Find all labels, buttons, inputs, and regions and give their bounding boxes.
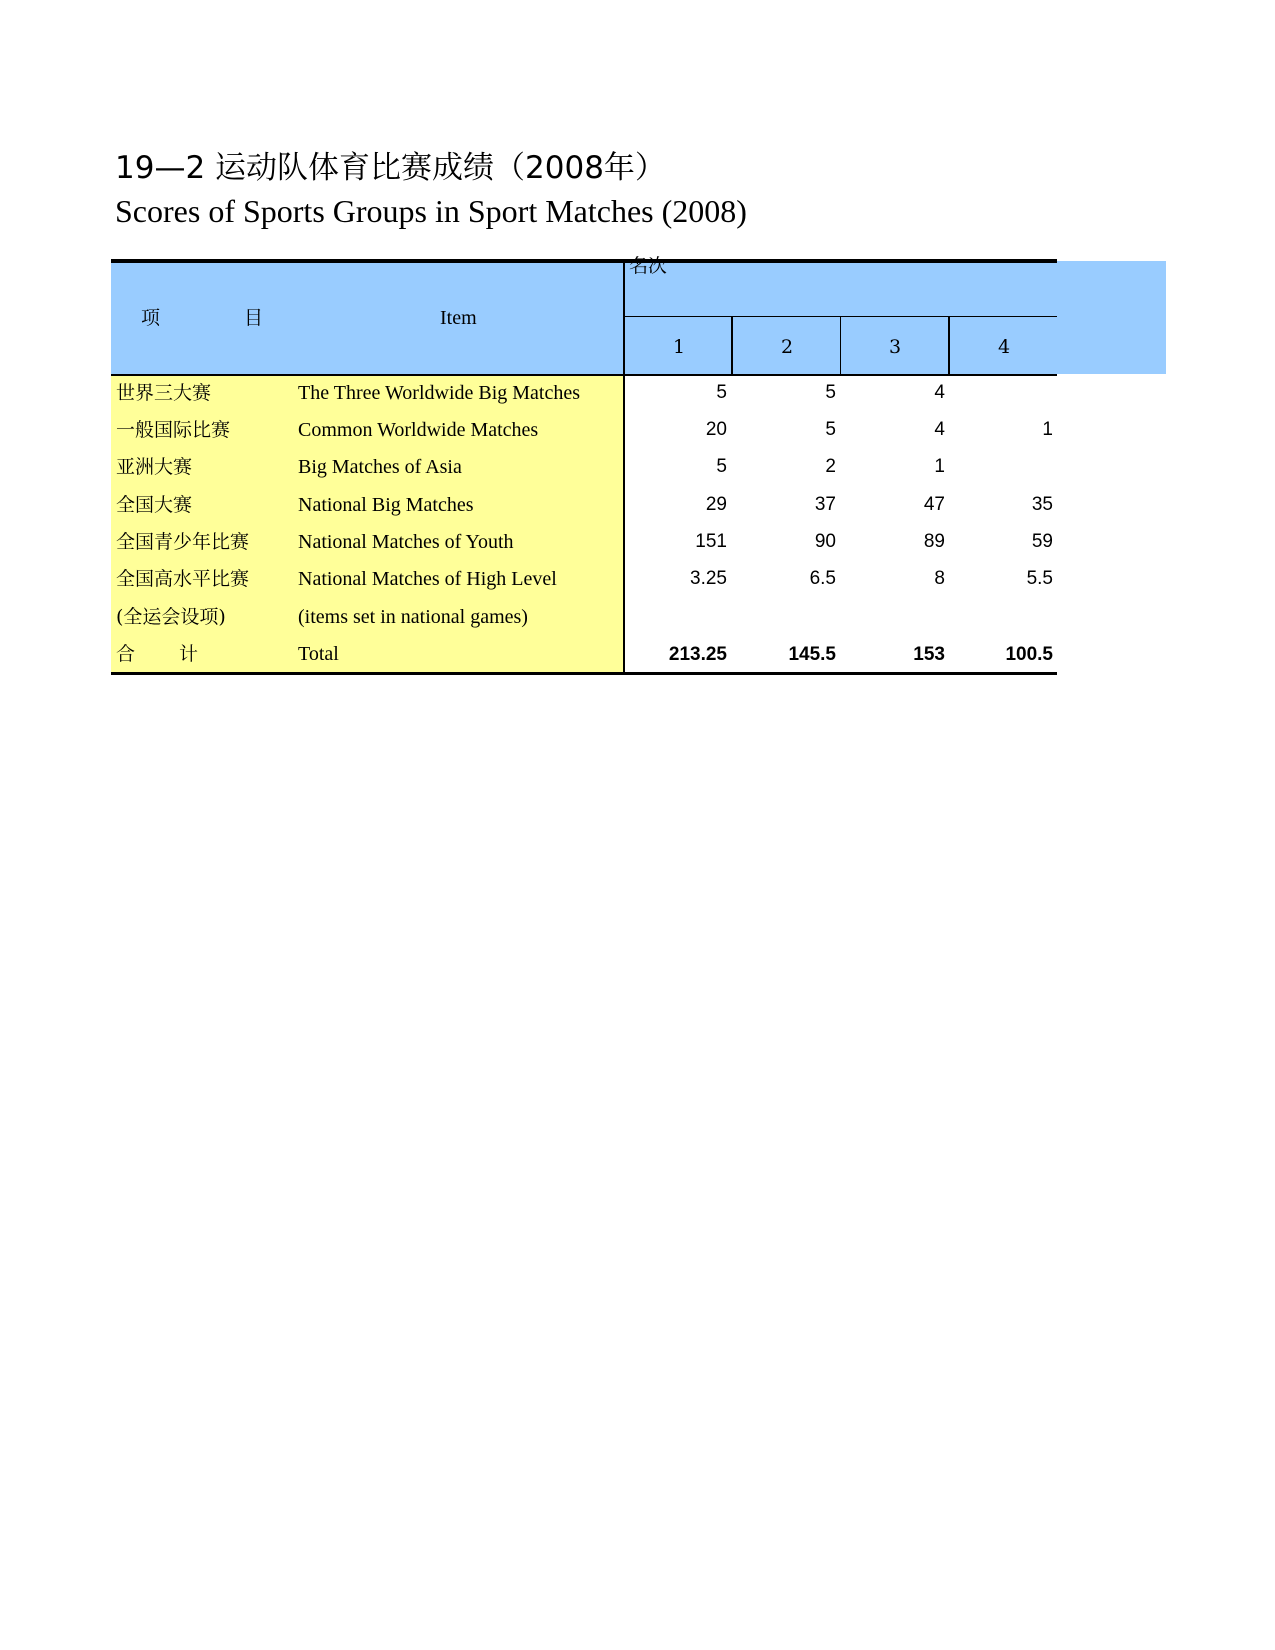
header-item-cn-left: 项 (141, 307, 161, 329)
page-title-chinese: 19—2 运动队体育比赛成绩（2008年） (115, 150, 666, 186)
row-value-rank-3: 8 (934, 568, 945, 589)
header-rank-2: 2 (781, 336, 794, 358)
row-value-rank-1: 5 (716, 382, 727, 403)
row-item-cn: 世界三大赛 (116, 382, 212, 404)
total-label-cn-left: 合 (116, 643, 136, 665)
row-value-rank-3: 4 (934, 419, 945, 440)
header-rank-3: 3 (889, 336, 902, 358)
header-bottom-rule (111, 374, 1057, 376)
page-title-english: Scores of Sports Groups in Sport Matches (2008) (115, 193, 747, 229)
row-item-cn: 亚洲大赛 (116, 456, 193, 478)
row-item-en: The Three Worldwide Big Matches (298, 382, 581, 404)
row-value-rank-4: 5.5 (1026, 568, 1053, 589)
row-item-en: Common Worldwide Matches (298, 419, 539, 441)
row-value-rank-1: 3.25 (690, 568, 727, 589)
total-value-rank-1: 213.25 (668, 644, 727, 665)
row-value-rank-2: 5 (825, 419, 836, 440)
row-item-cn: 全国高水平比赛 (116, 568, 250, 590)
header-rank-label: 名次 (629, 255, 668, 277)
row-value-rank-3: 4 (934, 382, 945, 403)
row-item-en: National Big Matches (298, 494, 474, 516)
row-value-rank-2: 2 (825, 456, 836, 477)
table-top-rule (111, 259, 1057, 263)
row-item-cn: 全国大赛 (116, 494, 193, 516)
row-value-rank-1: 20 (705, 419, 727, 440)
row-value-rank-4: 59 (1031, 531, 1053, 552)
total-label-cn-right: 计 (179, 643, 199, 665)
row-value-rank-3: 47 (923, 494, 945, 515)
row-item-en: National Matches of High Level (298, 568, 557, 590)
table-bottom-rule (111, 672, 1057, 675)
row-value-rank-1: 29 (705, 494, 727, 515)
row-value-rank-1: 5 (716, 456, 727, 477)
row-value-rank-1: 151 (695, 531, 727, 552)
header-item-en: Item (440, 307, 477, 329)
row-value-rank-3: 1 (934, 456, 945, 477)
row-value-rank-2: 5 (825, 382, 836, 403)
total-label-en: Total (298, 643, 339, 665)
row-item-cn: (全运会设项) (116, 606, 226, 628)
row-value-rank-2: 37 (814, 494, 836, 515)
total-value-rank-4: 100.5 (1005, 644, 1053, 665)
row-item-en: Big Matches of Asia (298, 456, 462, 478)
row-item-en: (items set in national games) (298, 606, 528, 628)
row-value-rank-2: 90 (814, 531, 836, 552)
row-item-cn: 全国青少年比赛 (116, 531, 250, 553)
row-value-rank-3: 89 (923, 531, 945, 552)
rank-divider-1 (731, 316, 733, 375)
row-value-rank-4: 1 (1042, 419, 1053, 440)
header-rank-4: 4 (998, 336, 1011, 358)
total-value-rank-2: 145.5 (788, 644, 836, 665)
rank-divider-3 (948, 316, 950, 375)
total-value-rank-3: 153 (913, 644, 945, 665)
row-value-rank-2: 6.5 (809, 568, 836, 589)
row-item-en: National Matches of Youth (298, 531, 514, 553)
row-value-rank-4: 35 (1031, 494, 1053, 515)
row-item-cn: 一般国际比赛 (116, 419, 231, 441)
item-column-divider (623, 261, 625, 674)
header-item-cn-right: 目 (244, 307, 264, 329)
header-rank-1: 1 (673, 336, 686, 358)
rank-divider-2 (840, 316, 841, 375)
